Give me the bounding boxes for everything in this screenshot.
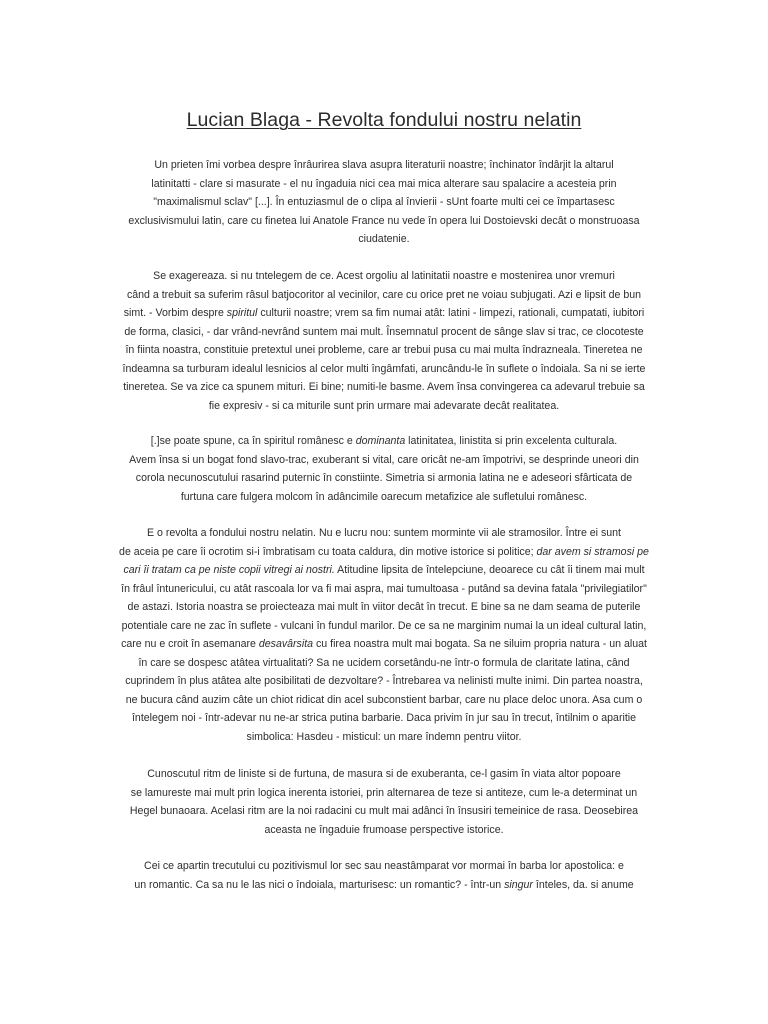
text-run: exclusivismului latin, care cu finetea lui Anatole France nu vede în opera lui Dostoievski decât o monstruoasa	[128, 214, 640, 227]
text-run: în fiinta noastra, constituie pretextul unei probleme, care ar trebui pusa cu mai multa îndrazneala. Tineretea ne	[125, 344, 643, 356]
document-title: Lucian Blaga - Revolta fondului nostru nelatin	[186, 109, 582, 131]
text-run: latinitatti - clare si masurate - el nu îngaduia nici cea mai mica alterare sau spalacire a acesteia prin	[151, 177, 617, 190]
text-run: îndeamna sa turburam idealul lesnicios al celor multi îngâmfati, aruncându-le în suflete o îndoiala. Sa ni se ierte	[122, 362, 646, 375]
text-run: Atitudine lipsita de întelepciune, deoarece cu cât îi tinem mai mult	[334, 564, 645, 576]
text-run: ne bucura când auzim câte un chiot ridicat din acel subconstient barbar, care nu place deloc unora. Asa cum o	[125, 693, 643, 706]
text-run: cu firea noastra mult mai bogata. Sa ne siluim propria natura - un aluat	[313, 638, 647, 650]
text-run: culturii noastre; vrem sa fim numai atât: latini - limpezi, rationali, cumpatati, iubitori	[257, 307, 645, 319]
text-run: Un prieten îmi vorbea despre înrâurirea slava asupra literaturii noastre; închinator îndârjit la altarul	[154, 159, 614, 171]
text-run: în care se dospesc atâtea virtualitati? Sa ne ucidem corsetându-ne într-o formula de claritate latina, când	[138, 656, 630, 669]
text-line	[102, 857, 666, 876]
text-line	[102, 524, 666, 543]
text-line	[102, 728, 666, 747]
text-run: fie expresiv - si ca miturile sunt prin urmare mai adevarate decât realitatea.	[208, 399, 560, 412]
paragraph-2	[102, 267, 666, 415]
text-line	[102, 323, 666, 342]
text-line	[102, 286, 666, 305]
text-line	[102, 304, 666, 323]
text-run: latinitatea, linistita si prin excelenta culturala.	[405, 435, 618, 447]
text-line	[102, 821, 666, 840]
text-run: [.]se poate spune, ca în spiritul românesc e	[150, 435, 356, 447]
text-run: simbolica: Hasdeu - misticul: un mare îndemn pentru viitor.	[246, 730, 522, 743]
paragraph-5	[102, 765, 666, 839]
text-line	[102, 156, 666, 175]
paragraph-3	[102, 432, 666, 506]
text-line	[102, 397, 666, 416]
text-run: Se exagereaza. si nu tntelegem de ce. Acest orgoliu al latinitatii noastre e mostenirea unor vremuri	[153, 270, 615, 282]
text-line	[102, 691, 666, 710]
text-run: Avem însa si un bogat fond slavo-trac, exuberant si vital, care oricât ne-am împotrivi, se desprinde uneori din	[129, 453, 639, 466]
text-line	[102, 267, 666, 286]
text-line	[102, 802, 666, 821]
text-line	[102, 654, 666, 673]
text-run: ciudatenie.	[358, 233, 410, 245]
text-line	[102, 617, 666, 636]
text-line	[102, 598, 666, 617]
text-run: întelegem noi - într-adevar nu ne-ar strica putina barbarie. Daca privim în jur sau în trecut, întilnim o aparitie	[131, 712, 637, 724]
text-line	[102, 784, 666, 803]
text-run: în frâul întunericului, cu atât rascoala lor va fi mai aspra, mai tumultoasa - putând sa devina fatala "privilegiatilor"	[121, 582, 647, 595]
text-line	[102, 709, 666, 728]
text-line	[102, 469, 666, 488]
emphasized-text: dar avem si stramosi pe	[536, 545, 649, 558]
emphasized-text: spiritul	[226, 307, 258, 319]
paragraph-1	[102, 156, 666, 249]
text-run: de aceia pe care îi ocrotim si-i îmbratisam cu toata caldura, din motive istorice si politice;	[119, 545, 537, 558]
text-line	[102, 175, 666, 194]
text-run: de forma, clasici, - dar vrând-nevrând suntem mai mult. Însemnatul procent de sânge slav si trac, ce clocoteste	[124, 325, 644, 338]
text-run: un romantic. Ca sa nu le las nici o îndoiala, marturisesc: un romantic? - într-un	[134, 878, 505, 891]
text-line	[102, 635, 666, 654]
text-line	[102, 543, 666, 562]
text-run: tineretea. Se va zice ca spunem mituri. Ei bine; numiti-le basme. Avem însa convingerea ca adevarul trebuie sa	[123, 381, 645, 393]
text-run: "maximalismul sclav" [...]. În entuziasmul de o clipa al învierii - sUnt foarte multi cei ce împartasesc	[153, 196, 615, 208]
text-run: simt. - Vorbim despre	[123, 307, 227, 319]
text-line	[102, 432, 666, 451]
text-run: Cei ce apartin trecutului cu pozitivismul lor sec sau neastâmparat vor mormai în barba lor apostolica: e	[144, 860, 624, 872]
emphasized-text: desavârsita	[258, 638, 314, 650]
text-line	[102, 488, 666, 507]
text-line	[102, 451, 666, 470]
text-line	[102, 193, 666, 212]
text-line	[102, 876, 666, 895]
text-line	[102, 672, 666, 691]
text-run: corola necunoscutului rasarind puternic în constiinte. Simetria si armonia latina ne e adeseori sfârticata de	[135, 472, 633, 484]
text-line	[102, 580, 666, 599]
text-run: de astazi. Istoria noastra se proiecteaza mai mult în viitor decât în trecut. E bine sa ne dam seama de puterile	[127, 601, 641, 613]
text-run: cuprindem în plus atâtea alte posibilitati de dezvoltare? - Întrebarea va nelinisti multe inimi. Din partea noastra,	[125, 675, 643, 687]
text-line	[102, 341, 666, 360]
text-run: Cunoscutul ritm de liniste si de furtuna, de masura si de exuberanta, ce-l gasim în viata altor popoare	[147, 768, 621, 780]
text-run: furtuna care fulgera molcom în adâncimile oarecum metafizice ale sufletului românesc.	[180, 490, 588, 503]
text-line	[102, 212, 666, 231]
emphasized-text: cari îi tratam ca pe niste copii vitregi ai nostri.	[123, 564, 335, 576]
text-line	[102, 360, 666, 379]
emphasized-text: singur	[504, 878, 533, 891]
text-line	[102, 378, 666, 397]
text-line	[102, 561, 666, 580]
text-run: care nu e croit în asemanare	[121, 638, 259, 650]
text-run: E o revolta a fondului nostru nelatin. Nu e lucru nou: suntem morminte vii ale stramosilor. Între ei sunt	[146, 527, 621, 539]
text-run: aceasta ne îngaduie frumoase perspective istorice.	[264, 823, 504, 836]
text-line	[102, 230, 666, 249]
emphasized-text: dominanta	[355, 435, 406, 447]
paragraph-6	[102, 857, 666, 894]
text-run: Hegel bunaoara. Acelasi ritm are la noi radacini cu mult mai adânci în însusiri temeinice de rasa. Deosebirea	[129, 805, 639, 817]
text-run: potentiale care ne zac în suflete - vulcani în fundul marilor. De ce sa ne marginim numai la un ideal cultural latin,	[121, 619, 647, 632]
text-run: când a trebuit sa suferim râsul batjocoritor al vecinilor, care cu orice pret ne voiau subjugati. Azi e lipsit de bun	[126, 288, 642, 301]
text-run: înteles, da. si anume	[532, 878, 634, 891]
text-line	[102, 765, 666, 784]
text-run: se lamureste mai mult prin logica inerenta istoriei, prin alternarea de teze si antiteze, cum le-a determinat un	[130, 786, 638, 799]
paragraph-4	[102, 524, 666, 746]
